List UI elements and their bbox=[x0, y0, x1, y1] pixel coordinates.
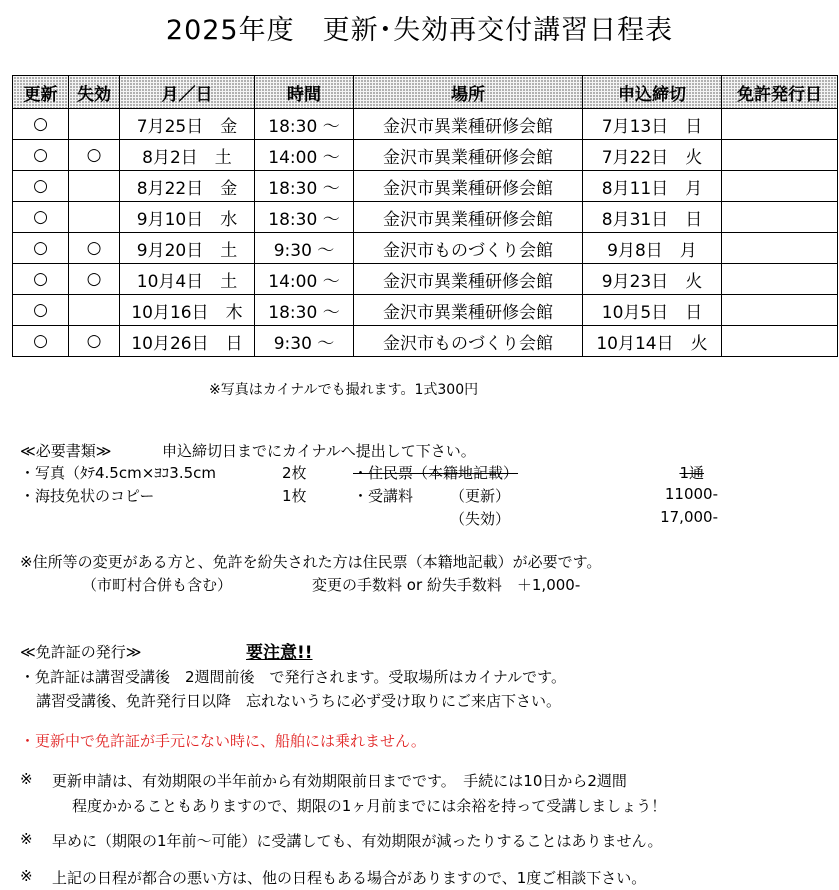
issuance-line-2: 講習受講後、免許発行日以降 忘れないうちに必ず受け取りにご来店下さい。 bbox=[36, 692, 562, 710]
cell-renew: ○ bbox=[13, 109, 69, 140]
cell-issue-date bbox=[722, 326, 838, 357]
fee-label: ・受講料 bbox=[353, 487, 414, 505]
cell-time: 18:30 ～ bbox=[255, 109, 354, 140]
cell-renew: ○ bbox=[13, 171, 69, 202]
address-note: ※住所等の変更がある方と、免許を紛失された方は住民票（本籍地記載）が必要です。 bbox=[20, 553, 602, 571]
header-renew: 更新 bbox=[13, 76, 69, 109]
issuance-heading: ≪免許証の発行≫ bbox=[20, 643, 142, 661]
table-row bbox=[13, 109, 838, 140]
photo-label: ・写真（ﾀﾃ4.5cm×ﾖｺ3.5cm bbox=[20, 464, 216, 482]
cell-expired: ○ bbox=[69, 140, 120, 171]
cell-deadline: 10月14日 火 bbox=[583, 326, 722, 357]
cell-deadline: 7月22日 火 bbox=[583, 140, 722, 171]
table-row bbox=[13, 140, 838, 171]
issuance-line-1: ・免許証は講習受講後 2週間前後 で発行されます。受取場所はカイナルです。 bbox=[20, 668, 566, 686]
schedule-table bbox=[12, 75, 838, 357]
cell-time: 18:30 ～ bbox=[255, 171, 354, 202]
header-date: 月／日 bbox=[120, 76, 255, 109]
cell-expired: ○ bbox=[69, 264, 120, 295]
cell-expired bbox=[69, 171, 120, 202]
cell-deadline: 9月8日 月 bbox=[583, 233, 722, 264]
note-3: 上記の日程が都合の悪い方は、他の日程もある場合がありますので、1度ご相談下さい。 bbox=[52, 869, 647, 887]
cell-date: 10月16日 木 bbox=[120, 295, 255, 326]
photo-note: ※写真はカイナルでも撮れます。1式300円 bbox=[209, 382, 479, 398]
cell-deadline: 7月13日 日 bbox=[583, 109, 722, 140]
cell-deadline: 8月31日 日 bbox=[583, 202, 722, 233]
cell-expired: ○ bbox=[69, 233, 120, 264]
cell-issue-date bbox=[722, 140, 838, 171]
caution-label: 要注意!! bbox=[246, 643, 313, 663]
license-copy-label: ・海技免状のコピー bbox=[20, 487, 155, 505]
cell-date: 10月26日 日 bbox=[120, 326, 255, 357]
cell-time: 9:30 ～ bbox=[255, 326, 354, 357]
cell-deadline: 10月5日 日 bbox=[583, 295, 722, 326]
cell-place: 金沢市異業種研修会館 bbox=[354, 140, 583, 171]
cell-place: 金沢市ものづくり会館 bbox=[354, 233, 583, 264]
cell-issue-date bbox=[722, 295, 838, 326]
fee-expired-label: （失効） bbox=[450, 510, 511, 528]
cell-issue-date bbox=[722, 264, 838, 295]
resident-qty: 1通 bbox=[679, 464, 704, 482]
docs-instruction: 申込締切日までにカイナルへ提出して下さい。 bbox=[162, 442, 476, 460]
cell-renew: ○ bbox=[13, 326, 69, 357]
docs-heading: ≪必要書類≫ bbox=[20, 442, 112, 460]
table-row bbox=[13, 264, 838, 295]
table-row bbox=[13, 326, 838, 357]
cell-renew: ○ bbox=[13, 233, 69, 264]
cell-place: 金沢市異業種研修会館 bbox=[354, 109, 583, 140]
cell-time: 18:30 ～ bbox=[255, 295, 354, 326]
warning-text: ・更新中で免許証が手元にない時に、船舶には乗れません。 bbox=[20, 732, 426, 750]
cell-issue-date bbox=[722, 202, 838, 233]
address-note-fee: 変更の手数料 or 紛失手数料 ＋1,000- bbox=[312, 576, 581, 594]
cell-date: 9月10日 水 bbox=[120, 202, 255, 233]
resident-label: ・住民票（本籍地記載） bbox=[353, 464, 519, 482]
photo-qty: 2枚 bbox=[282, 464, 307, 482]
header-issue-date: 免許発行日 bbox=[722, 76, 838, 109]
cell-issue-date bbox=[722, 233, 838, 264]
cell-expired bbox=[69, 109, 120, 140]
cell-renew: ○ bbox=[13, 140, 69, 171]
cell-date: 10月4日 土 bbox=[120, 264, 255, 295]
cell-place: 金沢市異業種研修会館 bbox=[354, 295, 583, 326]
header-expired: 失効 bbox=[69, 76, 120, 109]
cell-time: 18:30 ～ bbox=[255, 202, 354, 233]
fee-renew-value: 11000- bbox=[664, 485, 718, 503]
cell-time: 14:00 ～ bbox=[255, 140, 354, 171]
cell-place: 金沢市異業種研修会館 bbox=[354, 264, 583, 295]
cell-issue-date bbox=[722, 171, 838, 202]
note-1-line-2: 程度かかることもありますので、期限の1ヶ月前までには余裕を持って受講しましょう！ bbox=[72, 797, 667, 815]
table-row bbox=[13, 233, 838, 264]
note-mark: ※ bbox=[20, 867, 33, 885]
fee-expired-value: 17,000- bbox=[660, 508, 718, 526]
cell-place: 金沢市異業種研修会館 bbox=[354, 171, 583, 202]
cell-time: 14:00 ～ bbox=[255, 264, 354, 295]
cell-deadline: 9月23日 火 bbox=[583, 264, 722, 295]
address-note-sub: （市町村合併も含む） bbox=[82, 576, 233, 594]
fee-renew-label: （更新） bbox=[450, 487, 511, 505]
cell-date: 7月25日 金 bbox=[120, 109, 255, 140]
cell-date: 9月20日 土 bbox=[120, 233, 255, 264]
cell-place: 金沢市異業種研修会館 bbox=[354, 202, 583, 233]
cell-expired bbox=[69, 295, 120, 326]
table-row bbox=[13, 295, 838, 326]
table-row bbox=[13, 171, 838, 202]
cell-renew: ○ bbox=[13, 264, 69, 295]
header-time: 時間 bbox=[255, 76, 354, 109]
cell-deadline: 8月11日 月 bbox=[583, 171, 722, 202]
cell-renew: ○ bbox=[13, 202, 69, 233]
cell-date: 8月22日 金 bbox=[120, 171, 255, 202]
cell-place: 金沢市ものづくり会館 bbox=[354, 326, 583, 357]
cell-issue-date bbox=[722, 109, 838, 140]
cell-date: 8月2日 土 bbox=[120, 140, 255, 171]
note-2: 早めに（期限の1年前～可能）に受講しても、有効期限が減ったりすることはありません。 bbox=[52, 832, 663, 850]
cell-expired bbox=[69, 202, 120, 233]
cell-expired: ○ bbox=[69, 326, 120, 357]
header-place: 場所 bbox=[354, 76, 583, 109]
license-copy-qty: 1枚 bbox=[282, 487, 307, 505]
header-deadline: 申込締切 bbox=[583, 76, 722, 109]
cell-renew: ○ bbox=[13, 295, 69, 326]
cell-time: 9:30 ～ bbox=[255, 233, 354, 264]
page-title: 2025年度 更新･失効再交付講習日程表 bbox=[165, 15, 674, 46]
note-mark: ※ bbox=[20, 770, 33, 788]
table-header-row bbox=[13, 76, 838, 109]
note-1-line-1: 更新申請は、有効期限の半年前から有効期限前日までです。 手続には10日から2週間 bbox=[52, 772, 627, 790]
note-mark: ※ bbox=[20, 830, 33, 848]
table-row bbox=[13, 202, 838, 233]
